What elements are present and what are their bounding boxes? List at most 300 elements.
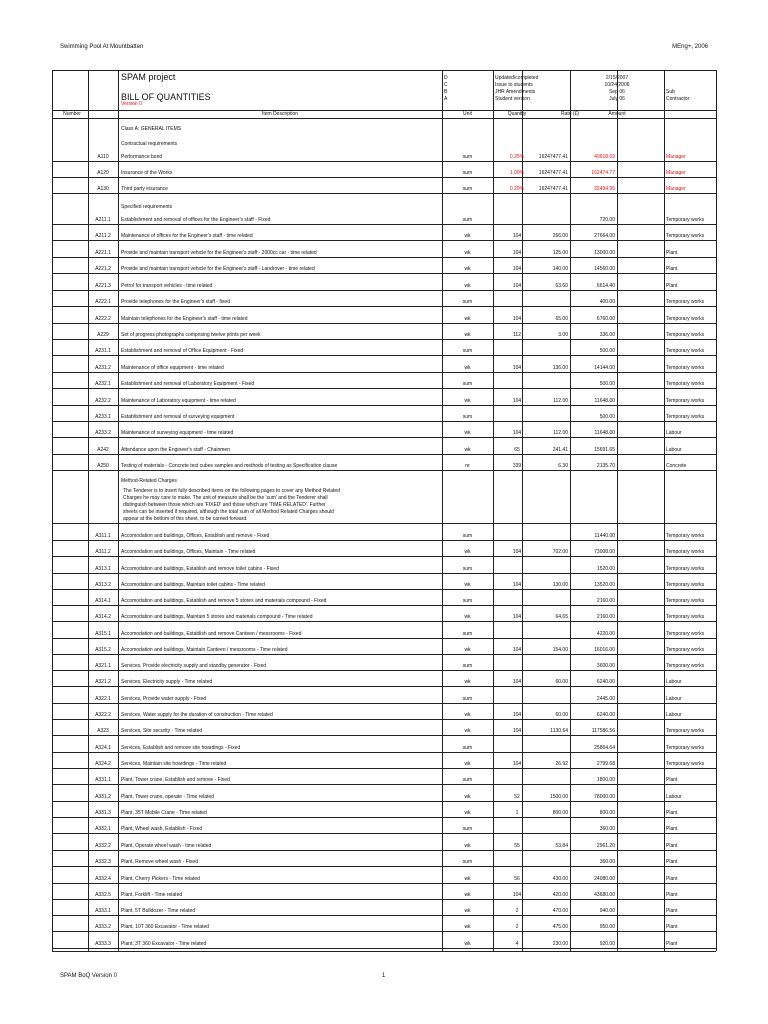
item-rate: 420.00 [552, 892, 568, 898]
item-unit: wk [464, 398, 471, 404]
item-quantity: 104 [512, 430, 522, 436]
item-category: Temporary works [666, 381, 705, 387]
item-category: Plant [666, 266, 678, 272]
class-heading: Class A: GENERAL ITEMS [121, 126, 182, 132]
item-amount: 15691.65 [594, 447, 615, 453]
item-number: A333.2 [95, 924, 111, 930]
item-quantity: 2 [515, 908, 519, 914]
item-description: Accomodation and buildings, Maintain 5 stores and materials compound - Time related [121, 614, 313, 620]
row-rule [52, 768, 716, 769]
row-rule [52, 752, 716, 753]
item-number: A211.2 [95, 233, 111, 239]
item-unit: sum [462, 663, 473, 669]
item-quantity: 104 [512, 549, 522, 555]
row-rule [52, 850, 716, 851]
column-rule [118, 70, 119, 951]
item-category: Concrete [666, 463, 687, 469]
item-unit: sum [462, 348, 473, 354]
item-quantity: 104 [512, 679, 522, 685]
item-unit: wk [464, 924, 471, 930]
item-number: A332.1 [95, 826, 111, 832]
column-rule [570, 70, 571, 951]
row-rule [52, 866, 716, 867]
item-category: Plant [666, 876, 678, 882]
item-number: A232.2 [95, 398, 111, 404]
item-amount: 13520.00 [594, 582, 615, 588]
item-description: Accomodation and buildings, Offices, Establish and remove - Fixed [121, 533, 270, 539]
item-number: A322.2 [95, 712, 111, 718]
item-number: A313.1 [95, 566, 111, 572]
item-category: Plant [666, 843, 678, 849]
item-amount: 14144.00 [594, 365, 615, 371]
item-category: Temporary works [666, 761, 705, 767]
item-number: A211.1 [95, 217, 111, 223]
item-rate: 112.00 [553, 430, 568, 436]
boq-title: BILL OF QUANTITIES [121, 92, 211, 102]
item-category: Temporary works [666, 566, 705, 572]
row-rule [52, 523, 716, 524]
item-unit: wk [464, 233, 471, 239]
item-quantity: 339 [512, 463, 522, 469]
item-number: A331.3 [95, 810, 111, 816]
item-amount: 25864.64 [594, 745, 615, 751]
item-unit: sum [462, 414, 473, 420]
row-rule [52, 177, 716, 178]
row-rule [52, 899, 716, 900]
item-unit: sum [462, 598, 473, 604]
item-category: Manager [666, 186, 686, 192]
item-amount: 6614.40 [596, 283, 615, 289]
section-heading: Contractual requirements [121, 141, 178, 147]
item-category: Manager [666, 154, 686, 160]
method-related-text: Charges he may care to make. The unit of measure shall be the 'sum' and the Tenderer shall [123, 495, 328, 501]
item-quantity: 104 [512, 398, 522, 404]
item-number: A333.1 [95, 908, 111, 914]
item-rate: 430.00 [552, 876, 568, 882]
row-rule [52, 161, 716, 162]
item-number: A222.2 [95, 316, 111, 322]
revision-date: Sep 06 [609, 89, 625, 95]
item-unit: wk [464, 761, 471, 767]
item-description: Maintain telephones for the Engineer's staff - time related [121, 316, 248, 322]
item-description: Testing of materials - Concrete test cubes samples and methods of testing as Specification clause [121, 463, 338, 469]
item-unit: sum [462, 745, 473, 751]
item-number: A120 [97, 170, 109, 176]
item-amount: 2135.70 [596, 463, 615, 469]
item-unit: sum [462, 533, 473, 539]
revision-code: A [444, 96, 448, 102]
item-number: A324.2 [95, 761, 111, 767]
item-number: A324.1 [95, 745, 111, 751]
item-number: A314.2 [95, 614, 111, 620]
item-rate: 800.00 [552, 810, 568, 816]
item-category: Temporary works [666, 316, 705, 322]
item-description: Accomodation and buildings, Maintain toilet cabins - Time related [121, 582, 265, 588]
item-category: Temporary works [666, 233, 705, 239]
item-description: Attendance upon the Engineer's staff - Chainmen [121, 447, 230, 453]
item-amount: 11440.00 [594, 533, 615, 539]
column-rule [716, 70, 717, 951]
item-amount: 720.00 [599, 217, 615, 223]
item-description: Accomodation and buildings, Establish and remove 5 stores and materials compound - Fixed [121, 598, 327, 604]
item-description: Services, Water supply for the duration of construction - Time related [121, 712, 273, 718]
item-quantity: 104 [512, 647, 522, 653]
item-unit: wk [464, 582, 471, 588]
item-quantity: 104 [512, 582, 522, 588]
row-rule [52, 915, 716, 916]
item-category: Labour [666, 794, 682, 800]
item-unit: wk [464, 549, 471, 555]
column-rule [664, 70, 665, 951]
item-number: A130 [97, 186, 109, 192]
item-unit: wk [464, 332, 471, 338]
item-rate: 60.00 [555, 679, 568, 685]
item-amount: 336.00 [599, 332, 615, 338]
item-quantity: 4 [515, 941, 519, 947]
item-category: Temporary works [666, 614, 705, 620]
row-rule [52, 257, 716, 258]
item-rate: 3.00 [558, 332, 568, 338]
row-rule [52, 686, 716, 687]
item-description: Provide and maintain transport vehicle for the Engineer's staff - 2000cc car - time related [121, 250, 317, 256]
row-rule [52, 70, 716, 71]
row-rule [52, 801, 716, 802]
item-description: Maintenance of office equipment - time related [121, 365, 224, 371]
item-amount: 360.00 [599, 859, 615, 865]
item-number: A332.5 [95, 892, 111, 898]
item-description: Maintenance of Laboratory equipment - time related [121, 398, 236, 404]
item-amount: 16016.00 [594, 647, 615, 653]
project-title: SPAM project [121, 72, 176, 82]
revision-date: 2/15/2007 [605, 75, 629, 81]
item-category: Temporary works [666, 365, 705, 371]
item-number: A321.2 [95, 679, 111, 685]
method-related-text: sheets can be inserted if required, although the total sum of all Method Related Charges should [123, 509, 334, 515]
page-number: 1 [382, 973, 386, 979]
item-category: Labour [666, 430, 682, 436]
item-category: Temporary works [666, 745, 705, 751]
col-header-amount: Amount [608, 111, 626, 117]
column-rule [88, 70, 89, 951]
item-category: Labour [666, 696, 682, 702]
row-rule [52, 323, 716, 324]
item-description: Provide and maintain transport vehicle for the Engineer's staff - Landrover - time related [121, 266, 315, 272]
item-unit: sum [462, 696, 473, 702]
item-category: Plant [666, 810, 678, 816]
item-unit: wk [464, 250, 471, 256]
item-amount: 920.00 [599, 941, 615, 947]
item-unit: sum [462, 170, 473, 176]
item-unit: sum [462, 154, 473, 160]
revision-code: C [444, 82, 448, 88]
item-category: Temporary works [666, 414, 705, 420]
item-description: Plant, Wheel wash, Establish - Fixed [121, 826, 203, 832]
item-description: Maintenance of offices for the Engineer's staff - time related [121, 233, 253, 239]
item-amount: 32494.95 [594, 186, 615, 192]
row-rule [52, 719, 716, 720]
item-description: Accomodation and buildings, Establish and remove toilet cabins - Fixed [121, 566, 279, 572]
item-unit: wk [464, 283, 471, 289]
item-amount: 3600.00 [596, 663, 615, 669]
item-rate: 65.00 [555, 316, 568, 322]
row-rule [52, 372, 716, 373]
item-category: Temporary works [666, 217, 705, 223]
col-header-number: Number [63, 111, 81, 117]
item-number: A233.1 [95, 414, 111, 420]
item-category: Labour [666, 679, 682, 685]
item-rate: 64.65 [555, 614, 568, 620]
row-rule [52, 556, 716, 557]
row-rule [52, 405, 716, 406]
item-amount: 4220.00 [596, 631, 615, 637]
item-unit: wk [464, 941, 471, 947]
item-quantity: 52 [514, 794, 520, 800]
revision-by: Sub [666, 89, 675, 95]
item-category: Labour [666, 712, 682, 718]
item-quantity: 104 [512, 266, 522, 272]
item-amount: 400.00 [599, 299, 615, 305]
item-category: Plant [666, 892, 678, 898]
item-description: Maintenance of surveying equipment - time related [121, 430, 234, 436]
item-number: A110 [97, 154, 109, 160]
item-rate: 702.00 [552, 549, 568, 555]
row-rule [52, 589, 716, 590]
item-unit: sum [462, 566, 473, 572]
row-rule [52, 470, 716, 471]
item-quantity: 1.00% [509, 170, 525, 176]
item-amount: 73008.00 [594, 549, 615, 555]
item-rate: 470.00 [552, 908, 568, 914]
row-rule [52, 290, 716, 291]
item-quantity: 0.20% [509, 186, 525, 192]
item-amount: 950.00 [599, 924, 615, 930]
item-description: Establishment and removal of offices for the Engineer's staff - Fixed [121, 217, 271, 223]
revision-code: D [444, 75, 448, 81]
item-category: Plant [666, 283, 678, 289]
revision-desc: Student version [495, 96, 530, 102]
item-quantity: 112 [513, 332, 521, 338]
item-number: A242 [97, 447, 109, 453]
item-description: Plant, 10T 360 Excavator - Time related [121, 924, 210, 930]
row-rule [52, 833, 716, 834]
item-description: Services, Provide water supply - Fixed [121, 696, 207, 702]
item-amount: 117586.56 [591, 728, 615, 734]
item-unit: wk [464, 614, 471, 620]
method-related-text: The Tenderer is to insert fully described items on the following pages to cover any Method Related [123, 488, 340, 494]
item-category: Temporary works [666, 348, 705, 354]
row-rule [52, 454, 716, 455]
bill-of-quantities-sheet [52, 70, 716, 951]
col-header-description: Item Description [261, 111, 299, 117]
item-quantity: 104 [512, 365, 522, 371]
item-category: Manager [666, 170, 686, 176]
item-rate: 136.00 [552, 365, 568, 371]
item-category: Plant [666, 826, 678, 832]
item-quantity: 104 [512, 728, 522, 734]
item-amount: 13000.00 [594, 250, 615, 256]
item-description: Services, Site security - Time related [121, 728, 203, 734]
item-unit: sum [462, 299, 473, 305]
item-unit: wk [464, 679, 471, 685]
item-description: Plant, 5T Bulldozer - Time related [121, 908, 196, 914]
item-rate: 26.92 [555, 761, 568, 767]
method-related-text: distinguish between those which are 'FIXED' and those which are 'TIME RELATED'. Further [123, 502, 326, 508]
item-quantity: 104 [512, 316, 522, 322]
item-unit: sum [462, 381, 473, 387]
item-amount: 2445.00 [596, 696, 615, 702]
item-category: Plant [666, 250, 678, 256]
row-rule [52, 224, 716, 225]
section-heading: Specified requirements [121, 204, 173, 210]
item-category: Temporary works [666, 533, 705, 539]
item-number: A313.2 [95, 582, 111, 588]
item-unit: wk [464, 908, 471, 914]
item-amount: 6760.00 [596, 316, 615, 322]
item-number: A231.2 [95, 365, 111, 371]
row-rule [52, 931, 716, 932]
row-rule [52, 621, 716, 622]
item-category: Temporary works [666, 299, 705, 305]
item-rate: 16247477.41 [538, 154, 568, 160]
revision-code: B [444, 89, 448, 95]
item-number: A229 [97, 332, 109, 338]
item-description: Provide telephones for the Engineer's staff - fixed [121, 299, 230, 305]
revision-desc: JHR Amendments [495, 89, 536, 95]
item-number: A323 [97, 728, 109, 734]
item-rate: 16247477.41 [538, 170, 568, 176]
item-rate: 6.30 [558, 463, 568, 469]
column-rule [52, 70, 53, 951]
item-rate: 266.00 [552, 233, 568, 239]
item-rate: 60.00 [555, 712, 568, 718]
page-header-right: MEng+, 2006 [672, 44, 708, 50]
row-rule [52, 784, 716, 785]
item-quantity: 55 [514, 843, 520, 849]
item-number: A232.1 [95, 381, 111, 387]
row-rule [52, 654, 716, 655]
row-rule [52, 703, 716, 704]
item-amount: 500.00 [599, 414, 615, 420]
item-unit: wk [464, 447, 471, 453]
item-amount: 1520.00 [596, 566, 615, 572]
item-number: A314.1 [95, 598, 111, 604]
item-description: Plant, Forklift - Time related [121, 892, 183, 898]
item-amount: 940.00 [599, 908, 615, 914]
item-category: Temporary works [666, 549, 705, 555]
item-amount: 2160.00 [596, 614, 615, 620]
item-unit: sum [462, 859, 473, 865]
item-amount: 6240.00 [596, 712, 615, 718]
item-rate: 1500.00 [549, 794, 568, 800]
row-rule [52, 540, 716, 541]
item-unit: wk [464, 728, 471, 734]
item-amount: 360.00 [599, 826, 615, 832]
item-number: A315.1 [95, 631, 111, 637]
item-category: Temporary works [666, 631, 705, 637]
row-rule [52, 735, 716, 736]
row-rule [52, 670, 716, 671]
revision-date: July 06 [609, 96, 625, 102]
column-rule [617, 70, 618, 951]
item-category: Plant [666, 908, 678, 914]
item-unit: wk [464, 430, 471, 436]
item-category: Plant [666, 859, 678, 865]
revision-desc: Issue to students [495, 82, 533, 88]
item-amount: 2961.20 [596, 843, 615, 849]
item-unit: sum [462, 217, 473, 223]
item-unit: wk [464, 316, 471, 322]
item-amount: 43680.00 [594, 892, 615, 898]
item-amount: 2160.00 [596, 598, 615, 604]
item-number: A221.3 [95, 283, 111, 289]
item-description: Plant, Tower crane, Establish and remove - Fixed [121, 777, 230, 783]
item-description: Establishment and removal of Office Equipment - Fixed [121, 348, 244, 354]
revision-by: Contractor [666, 96, 690, 102]
row-rule [52, 817, 716, 818]
item-category: Temporary works [666, 398, 705, 404]
col-header-quantity: Quantity [507, 111, 527, 117]
col-header-rate: Rate (£) [560, 111, 580, 117]
item-rate: 241.41 [552, 447, 568, 453]
item-description: Set of progress photographs comprising twelve prints per week [121, 332, 261, 338]
item-unit: wk [464, 365, 471, 371]
item-description: Accomodation and buildings, Offices, Maintain - Time related [121, 549, 256, 555]
item-description: Establishment and removal of surveying equipment [121, 414, 235, 420]
item-category: Plant [666, 941, 678, 947]
column-rule [442, 70, 443, 951]
item-quantity: 56 [514, 876, 520, 882]
item-description: Accomodation and buildings, Maintain Canteen / messrooms - Time related [121, 647, 288, 653]
item-number: A322.1 [95, 696, 111, 702]
item-category: Temporary works [666, 663, 705, 669]
item-quantity: 65 [514, 447, 520, 453]
item-number: A233.2 [95, 430, 111, 436]
item-number: A221.1 [95, 250, 111, 256]
method-related-title: Method-Related Charges [121, 478, 177, 484]
row-rule [52, 355, 716, 356]
item-rate: 112.00 [553, 398, 568, 404]
row-rule [52, 951, 716, 952]
item-number: A315.2 [95, 647, 111, 653]
row-rule [52, 638, 716, 639]
item-number: A331.2 [95, 794, 111, 800]
item-amount: 24080.00 [594, 876, 615, 882]
item-amount: 1800.00 [596, 777, 615, 783]
item-unit: nr [465, 463, 470, 469]
item-amount: 800.00 [599, 810, 615, 816]
item-description: Plant, 3T 360 Excavator - Time related [121, 941, 207, 947]
item-description: Petrol for transport vehicles - time related [121, 283, 213, 289]
item-amount: 162474.77 [591, 170, 615, 176]
item-unit: sum [462, 631, 473, 637]
item-description: Plant, Remove wheel wash - Fixed [121, 859, 198, 865]
item-category: Temporary works [666, 647, 705, 653]
item-quantity: 0.25% [509, 154, 525, 160]
row-rule [52, 339, 716, 340]
item-quantity: 104 [512, 250, 522, 256]
page-header-left: Swimming Pool At Mountbatten [60, 44, 144, 50]
item-rate: 140.00 [552, 266, 568, 272]
item-amount: 27664.00 [594, 233, 615, 239]
item-amount: 40618.69 [594, 154, 615, 160]
item-rate: 230.00 [552, 941, 568, 947]
item-unit: wk [464, 843, 471, 849]
row-rule [52, 273, 716, 274]
item-description: Services, Electricity supply - Time related [121, 679, 213, 685]
item-unit: wk [464, 647, 471, 653]
item-amount: 11648.00 [594, 398, 615, 404]
page-footer-left: SPAM BoQ Version 0 [60, 973, 117, 979]
